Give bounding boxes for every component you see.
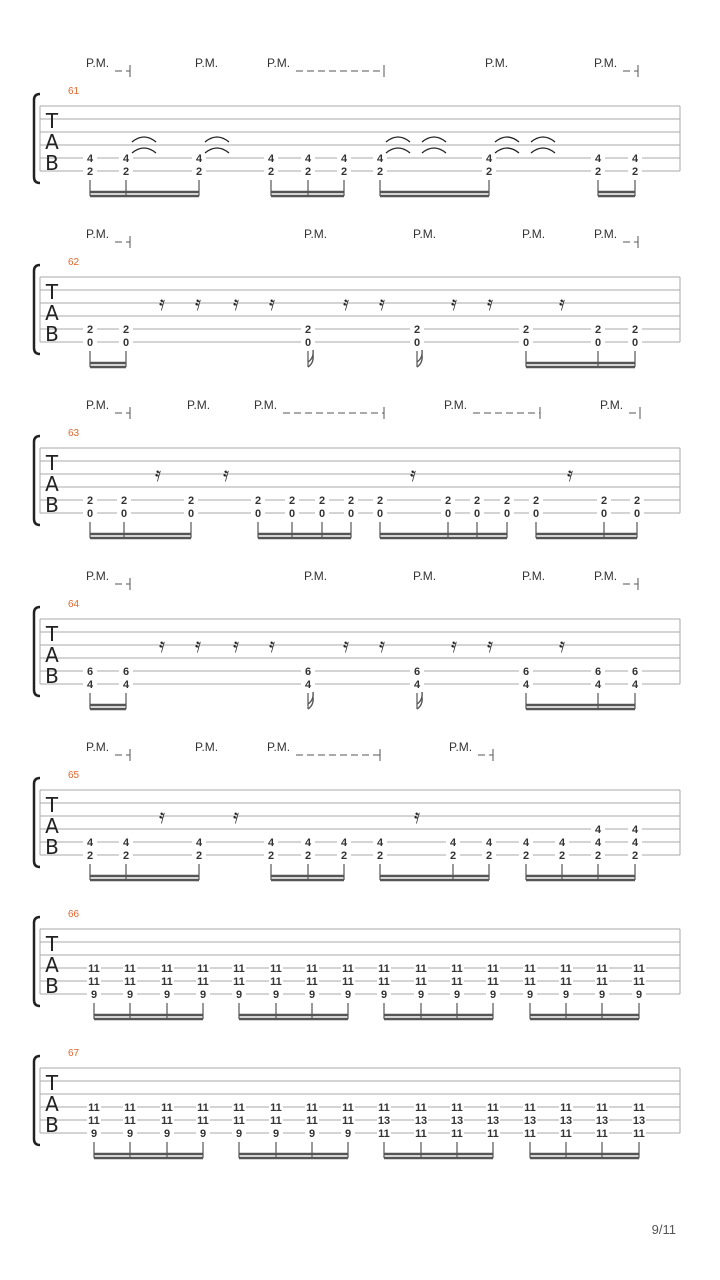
fret-number: 0 bbox=[288, 508, 296, 520]
fret-number: 6 bbox=[413, 666, 421, 678]
fret-number: 0 bbox=[633, 508, 641, 520]
fret-number: 4 bbox=[485, 837, 493, 849]
fret-number: 4 bbox=[304, 837, 312, 849]
fret-number: 2 bbox=[340, 850, 348, 862]
tab-clef-letter: A bbox=[45, 814, 59, 838]
fret-number: 0 bbox=[631, 337, 639, 349]
sixteenth-rest-icon: 𝄿 bbox=[409, 462, 417, 486]
fret-number: 4 bbox=[594, 837, 602, 849]
fret-number: 0 bbox=[86, 508, 94, 520]
fret-number: 0 bbox=[318, 508, 326, 520]
fret-number: 6 bbox=[594, 666, 602, 678]
sixteenth-rest-icon: 𝄿 bbox=[378, 633, 386, 657]
fret-number: 0 bbox=[122, 337, 130, 349]
fret-number: 4 bbox=[631, 824, 639, 836]
tab-clef-letter: T bbox=[45, 793, 59, 817]
tie-arc bbox=[132, 148, 156, 153]
fret-number: 4 bbox=[195, 153, 203, 165]
fret-number: 9 bbox=[380, 989, 388, 1001]
fret-number: 9 bbox=[199, 989, 207, 1001]
fret-number: 6 bbox=[86, 666, 94, 678]
fret-number: 2 bbox=[120, 495, 128, 507]
fret-number: 9 bbox=[344, 1128, 352, 1140]
fret-number: 11 bbox=[342, 1102, 354, 1114]
fret-number: 2 bbox=[376, 850, 384, 862]
fret-number: 0 bbox=[532, 508, 540, 520]
fret-number: 11 bbox=[233, 963, 245, 975]
sixteenth-rest-icon: 𝄿 bbox=[158, 291, 166, 315]
fret-number: 2 bbox=[122, 166, 130, 178]
fret-number: 4 bbox=[304, 153, 312, 165]
palm-mute-label: P.M. bbox=[86, 398, 110, 412]
sixteenth-rest-icon: 𝄿 bbox=[450, 291, 458, 315]
system-bracket bbox=[34, 94, 40, 183]
tab-clef-letter: T bbox=[45, 451, 59, 475]
fret-number: 0 bbox=[120, 508, 128, 520]
fret-number: 0 bbox=[376, 508, 384, 520]
fret-number: 9 bbox=[126, 1128, 134, 1140]
palm-mute-label: P.M. bbox=[485, 56, 509, 70]
fret-number: 13 bbox=[414, 1115, 428, 1127]
fret-number: 11 bbox=[270, 1102, 282, 1114]
fret-number: 11 bbox=[233, 1102, 245, 1114]
tab-clef-letter: A bbox=[45, 953, 59, 977]
fret-number: 9 bbox=[126, 989, 134, 1001]
sixteenth-rest-icon: 𝄿 bbox=[413, 804, 421, 828]
fret-number: 9 bbox=[308, 1128, 316, 1140]
fret-number: 2 bbox=[485, 850, 493, 862]
sixteenth-rest-icon: 𝄿 bbox=[158, 804, 166, 828]
fret-number: 9 bbox=[235, 989, 243, 1001]
system-bracket bbox=[34, 778, 40, 867]
fret-number: 13 bbox=[377, 1115, 391, 1127]
palm-mute-label: P.M. bbox=[267, 740, 291, 754]
fret-number: 4 bbox=[594, 824, 602, 836]
tab-clef-letter: A bbox=[45, 301, 59, 325]
fret-number: 2 bbox=[532, 495, 540, 507]
sixteenth-rest-icon: 𝄿 bbox=[342, 633, 350, 657]
fret-number: 11 bbox=[415, 1128, 427, 1140]
fret-number: 9 bbox=[272, 989, 280, 1001]
fret-number: 4 bbox=[522, 837, 530, 849]
palm-mute-label: P.M. bbox=[594, 227, 618, 241]
tab-clef-letter: B bbox=[45, 493, 59, 517]
fret-number: 11 bbox=[270, 976, 282, 988]
fret-number: 4 bbox=[86, 679, 94, 691]
fret-number: 4 bbox=[122, 679, 130, 691]
fret-number: 4 bbox=[86, 153, 94, 165]
fret-number: 11 bbox=[197, 1115, 209, 1127]
fret-number: 11 bbox=[124, 963, 136, 975]
sixteenth-rest-icon: 𝄿 bbox=[232, 291, 240, 315]
fret-number: 11 bbox=[88, 976, 100, 988]
measure-number: 62 bbox=[68, 257, 80, 268]
fret-number: 9 bbox=[308, 989, 316, 1001]
fret-number: 0 bbox=[473, 508, 481, 520]
fret-number: 11 bbox=[596, 1102, 608, 1114]
fret-number: 11 bbox=[451, 976, 463, 988]
palm-mute-label: P.M. bbox=[449, 740, 473, 754]
fret-number: 11 bbox=[197, 963, 209, 975]
system-bracket bbox=[34, 917, 40, 1006]
fret-number: 11 bbox=[161, 963, 173, 975]
fret-number: 4 bbox=[122, 837, 130, 849]
sixteenth-rest-icon: 𝄿 bbox=[558, 291, 566, 315]
page-number: 9/11 bbox=[651, 1222, 676, 1237]
fret-number: 2 bbox=[594, 324, 602, 336]
fret-number: 0 bbox=[600, 508, 608, 520]
fret-number: 4 bbox=[304, 679, 312, 691]
measure-number: 61 bbox=[68, 86, 80, 97]
sixteenth-rest-icon: 𝄿 bbox=[154, 462, 162, 486]
fret-number: 2 bbox=[195, 166, 203, 178]
fret-number: 11 bbox=[197, 976, 209, 988]
fret-number: 11 bbox=[451, 963, 463, 975]
sixteenth-rest-icon: 𝄿 bbox=[566, 462, 574, 486]
fret-number: 11 bbox=[306, 963, 318, 975]
fret-number: 2 bbox=[473, 495, 481, 507]
fret-number: 11 bbox=[197, 1102, 209, 1114]
tab-clef-letter: A bbox=[45, 643, 59, 667]
tab-clef-letter: A bbox=[45, 472, 59, 496]
fret-number: 11 bbox=[560, 1102, 572, 1114]
fret-number: 11 bbox=[415, 1102, 427, 1114]
fret-number: 11 bbox=[415, 976, 427, 988]
tie-arc bbox=[132, 137, 156, 142]
fret-number: 11 bbox=[596, 1128, 608, 1140]
fret-number: 11 bbox=[560, 1128, 572, 1140]
fret-number: 0 bbox=[413, 337, 421, 349]
fret-number: 2 bbox=[304, 166, 312, 178]
tie-arc bbox=[205, 148, 229, 153]
fret-number: 2 bbox=[86, 166, 94, 178]
fret-number: 9 bbox=[526, 989, 534, 1001]
tab-clef-letter: A bbox=[45, 130, 59, 154]
fret-number: 11 bbox=[233, 976, 245, 988]
tie-arc bbox=[422, 148, 446, 153]
fret-number: 2 bbox=[267, 166, 275, 178]
fret-number: 11 bbox=[342, 976, 354, 988]
sixteenth-rest-icon: 𝄿 bbox=[342, 291, 350, 315]
tie-arc bbox=[422, 137, 446, 142]
fret-number: 2 bbox=[254, 495, 262, 507]
sixteenth-rest-icon: 𝄿 bbox=[194, 633, 202, 657]
fret-number: 2 bbox=[631, 166, 639, 178]
fret-number: 11 bbox=[524, 976, 536, 988]
fret-number: 0 bbox=[254, 508, 262, 520]
fret-number: 11 bbox=[524, 963, 536, 975]
system-bracket bbox=[34, 436, 40, 525]
tab-clef-letter: B bbox=[45, 974, 59, 998]
fret-number: 4 bbox=[340, 837, 348, 849]
sixteenth-rest-icon: 𝄿 bbox=[486, 633, 494, 657]
tie-arc bbox=[386, 148, 410, 153]
fret-number: 9 bbox=[344, 989, 352, 1001]
palm-mute-label: P.M. bbox=[304, 227, 328, 241]
fret-number: 2 bbox=[631, 850, 639, 862]
fret-number: 11 bbox=[487, 1128, 499, 1140]
fret-number: 2 bbox=[86, 495, 94, 507]
tie-arc bbox=[495, 148, 519, 153]
fret-number: 4 bbox=[631, 153, 639, 165]
fret-number: 4 bbox=[522, 679, 530, 691]
palm-mute-label: P.M. bbox=[86, 56, 110, 70]
fret-number: 11 bbox=[524, 1128, 536, 1140]
palm-mute-label: P.M. bbox=[413, 569, 437, 583]
tie-arc bbox=[531, 137, 555, 142]
fret-number: 11 bbox=[88, 963, 100, 975]
sixteenth-rest-icon: 𝄿 bbox=[194, 291, 202, 315]
palm-mute-label: P.M. bbox=[195, 740, 219, 754]
sixteenth-rest-icon: 𝄿 bbox=[558, 633, 566, 657]
fret-number: 0 bbox=[86, 337, 94, 349]
fret-number: 4 bbox=[376, 153, 384, 165]
fret-number: 13 bbox=[559, 1115, 573, 1127]
fret-number: 11 bbox=[161, 976, 173, 988]
fret-number: 13 bbox=[450, 1115, 464, 1127]
tab-clef-letter: T bbox=[45, 109, 59, 133]
fret-number: 9 bbox=[635, 989, 643, 1001]
fret-number: 11 bbox=[378, 976, 390, 988]
fret-number: 11 bbox=[524, 1102, 536, 1114]
tab-clef-letter: T bbox=[45, 622, 59, 646]
fret-number: 4 bbox=[122, 153, 130, 165]
fret-number: 2 bbox=[594, 166, 602, 178]
fret-number: 0 bbox=[594, 337, 602, 349]
fret-number: 2 bbox=[304, 324, 312, 336]
fret-number: 11 bbox=[342, 963, 354, 975]
fret-number: 11 bbox=[378, 1102, 390, 1114]
palm-mute-label: P.M. bbox=[254, 398, 278, 412]
fret-number: 13 bbox=[595, 1115, 609, 1127]
palm-mute-label: P.M. bbox=[267, 56, 291, 70]
measure-number: 63 bbox=[68, 428, 80, 439]
fret-number: 2 bbox=[558, 850, 566, 862]
tab-clef-letter: T bbox=[45, 1071, 59, 1095]
sixteenth-rest-icon: 𝄿 bbox=[232, 804, 240, 828]
fret-number: 11 bbox=[306, 1115, 318, 1127]
fret-number: 4 bbox=[594, 153, 602, 165]
fret-number: 2 bbox=[288, 495, 296, 507]
fret-number: 11 bbox=[560, 976, 572, 988]
fret-number: 9 bbox=[453, 989, 461, 1001]
fret-number: 6 bbox=[522, 666, 530, 678]
tie-arc bbox=[205, 137, 229, 142]
fret-number: 13 bbox=[523, 1115, 537, 1127]
tab-clef-letter: B bbox=[45, 664, 59, 688]
fret-number: 2 bbox=[122, 324, 130, 336]
palm-mute-label: P.M. bbox=[594, 56, 618, 70]
fret-number: 2 bbox=[340, 166, 348, 178]
fret-number: 11 bbox=[633, 1128, 645, 1140]
fret-number: 11 bbox=[233, 1115, 245, 1127]
fret-number: 11 bbox=[633, 976, 645, 988]
sixteenth-rest-icon: 𝄿 bbox=[158, 633, 166, 657]
tab-clef-letter: B bbox=[45, 835, 59, 859]
fret-number: 2 bbox=[195, 850, 203, 862]
fret-number: 6 bbox=[304, 666, 312, 678]
sixteenth-rest-icon: 𝄿 bbox=[378, 291, 386, 315]
palm-mute-label: P.M. bbox=[522, 227, 546, 241]
palm-mute-label: P.M. bbox=[187, 398, 211, 412]
fret-number: 2 bbox=[449, 850, 457, 862]
fret-number: 2 bbox=[631, 324, 639, 336]
sixteenth-rest-icon: 𝄿 bbox=[222, 462, 230, 486]
fret-number: 9 bbox=[90, 989, 98, 1001]
tie-arc bbox=[386, 137, 410, 142]
fret-number: 11 bbox=[124, 976, 136, 988]
fret-number: 6 bbox=[631, 666, 639, 678]
fret-number: 11 bbox=[596, 963, 608, 975]
fret-number: 2 bbox=[444, 495, 452, 507]
fret-number: 9 bbox=[163, 989, 171, 1001]
fret-number: 11 bbox=[342, 1115, 354, 1127]
fret-number: 11 bbox=[487, 976, 499, 988]
fret-number: 4 bbox=[558, 837, 566, 849]
fret-number: 0 bbox=[522, 337, 530, 349]
palm-mute-label: P.M. bbox=[86, 227, 110, 241]
palm-mute-label: P.M. bbox=[86, 740, 110, 754]
fret-number: 11 bbox=[415, 963, 427, 975]
tab-clef-letter: T bbox=[45, 932, 59, 956]
sixteenth-rest-icon: 𝄿 bbox=[450, 633, 458, 657]
fret-number: 4 bbox=[267, 153, 275, 165]
fret-number: 11 bbox=[451, 1102, 463, 1114]
fret-number: 2 bbox=[594, 850, 602, 862]
fret-number: 2 bbox=[600, 495, 608, 507]
fret-number: 11 bbox=[378, 963, 390, 975]
fret-number: 2 bbox=[187, 495, 195, 507]
fret-number: 4 bbox=[631, 679, 639, 691]
fret-number: 9 bbox=[90, 1128, 98, 1140]
fret-number: 11 bbox=[596, 976, 608, 988]
system-bracket bbox=[34, 607, 40, 696]
fret-number: 2 bbox=[122, 850, 130, 862]
fret-number: 11 bbox=[306, 1102, 318, 1114]
fret-number: 4 bbox=[594, 679, 602, 691]
sixteenth-rest-icon: 𝄿 bbox=[268, 291, 276, 315]
fret-number: 4 bbox=[340, 153, 348, 165]
palm-mute-label: P.M. bbox=[86, 569, 110, 583]
fret-number: 11 bbox=[378, 1128, 390, 1140]
fret-number: 4 bbox=[631, 837, 639, 849]
palm-mute-label: P.M. bbox=[413, 227, 437, 241]
fret-number: 2 bbox=[318, 495, 326, 507]
tab-clef-letter: B bbox=[45, 151, 59, 175]
fret-number: 4 bbox=[195, 837, 203, 849]
tab-clef-letter: T bbox=[45, 280, 59, 304]
fret-number: 9 bbox=[417, 989, 425, 1001]
tab-clef-letter: B bbox=[45, 1113, 59, 1137]
fret-number: 2 bbox=[267, 850, 275, 862]
fret-number: 11 bbox=[88, 1102, 100, 1114]
fret-number: 9 bbox=[163, 1128, 171, 1140]
system-bracket bbox=[34, 1056, 40, 1145]
fret-number: 11 bbox=[487, 963, 499, 975]
tab-clef-letter: B bbox=[45, 322, 59, 346]
fret-number: 9 bbox=[235, 1128, 243, 1140]
palm-mute-label: P.M. bbox=[600, 398, 624, 412]
measure-number: 64 bbox=[68, 599, 80, 610]
fret-number: 11 bbox=[270, 1115, 282, 1127]
fret-number: 2 bbox=[522, 324, 530, 336]
sixteenth-rest-icon: 𝄿 bbox=[232, 633, 240, 657]
palm-mute-label: P.M. bbox=[594, 569, 618, 583]
fret-number: 11 bbox=[270, 963, 282, 975]
measure-number: 67 bbox=[68, 1048, 80, 1059]
fret-number: 4 bbox=[449, 837, 457, 849]
sixteenth-rest-icon: 𝄿 bbox=[486, 291, 494, 315]
fret-number: 11 bbox=[487, 1102, 499, 1114]
tab-clef-letter: A bbox=[45, 1092, 59, 1116]
fret-number: 2 bbox=[413, 324, 421, 336]
fret-number: 2 bbox=[522, 850, 530, 862]
fret-number: 2 bbox=[485, 166, 493, 178]
system-bracket bbox=[34, 265, 40, 354]
fret-number: 13 bbox=[486, 1115, 500, 1127]
fret-number: 9 bbox=[199, 1128, 207, 1140]
fret-number: 0 bbox=[503, 508, 511, 520]
fret-number: 11 bbox=[124, 1115, 136, 1127]
measure-number: 65 bbox=[68, 770, 80, 781]
fret-number: 0 bbox=[444, 508, 452, 520]
palm-mute-label: P.M. bbox=[522, 569, 546, 583]
fret-number: 0 bbox=[304, 337, 312, 349]
palm-mute-label: P.M. bbox=[195, 56, 219, 70]
fret-number: 11 bbox=[451, 1128, 463, 1140]
fret-number: 0 bbox=[187, 508, 195, 520]
measure-number: 66 bbox=[68, 909, 80, 920]
fret-number: 9 bbox=[272, 1128, 280, 1140]
fret-number: 2 bbox=[503, 495, 511, 507]
fret-number: 4 bbox=[376, 837, 384, 849]
sixteenth-rest-icon: 𝄿 bbox=[268, 633, 276, 657]
fret-number: 11 bbox=[633, 963, 645, 975]
fret-number: 11 bbox=[306, 976, 318, 988]
fret-number: 9 bbox=[562, 989, 570, 1001]
fret-number: 0 bbox=[347, 508, 355, 520]
tie-arc bbox=[531, 148, 555, 153]
fret-number: 2 bbox=[633, 495, 641, 507]
fret-number: 13 bbox=[632, 1115, 646, 1127]
fret-number: 11 bbox=[560, 963, 572, 975]
palm-mute-label: P.M. bbox=[444, 398, 468, 412]
fret-number: 2 bbox=[86, 850, 94, 862]
fret-number: 4 bbox=[485, 153, 493, 165]
fret-number: 11 bbox=[161, 1102, 173, 1114]
fret-number: 6 bbox=[122, 666, 130, 678]
fret-number: 9 bbox=[598, 989, 606, 1001]
fret-number: 11 bbox=[633, 1102, 645, 1114]
fret-number: 9 bbox=[489, 989, 497, 1001]
tie-arc bbox=[495, 137, 519, 142]
fret-number: 2 bbox=[347, 495, 355, 507]
fret-number: 11 bbox=[124, 1102, 136, 1114]
fret-number: 4 bbox=[86, 837, 94, 849]
palm-mute-label: P.M. bbox=[304, 569, 328, 583]
fret-number: 11 bbox=[88, 1115, 100, 1127]
fret-number: 2 bbox=[376, 166, 384, 178]
fret-number: 4 bbox=[413, 679, 421, 691]
fret-number: 4 bbox=[267, 837, 275, 849]
fret-number: 2 bbox=[376, 495, 384, 507]
fret-number: 2 bbox=[304, 850, 312, 862]
fret-number: 11 bbox=[161, 1115, 173, 1127]
fret-number: 2 bbox=[86, 324, 94, 336]
